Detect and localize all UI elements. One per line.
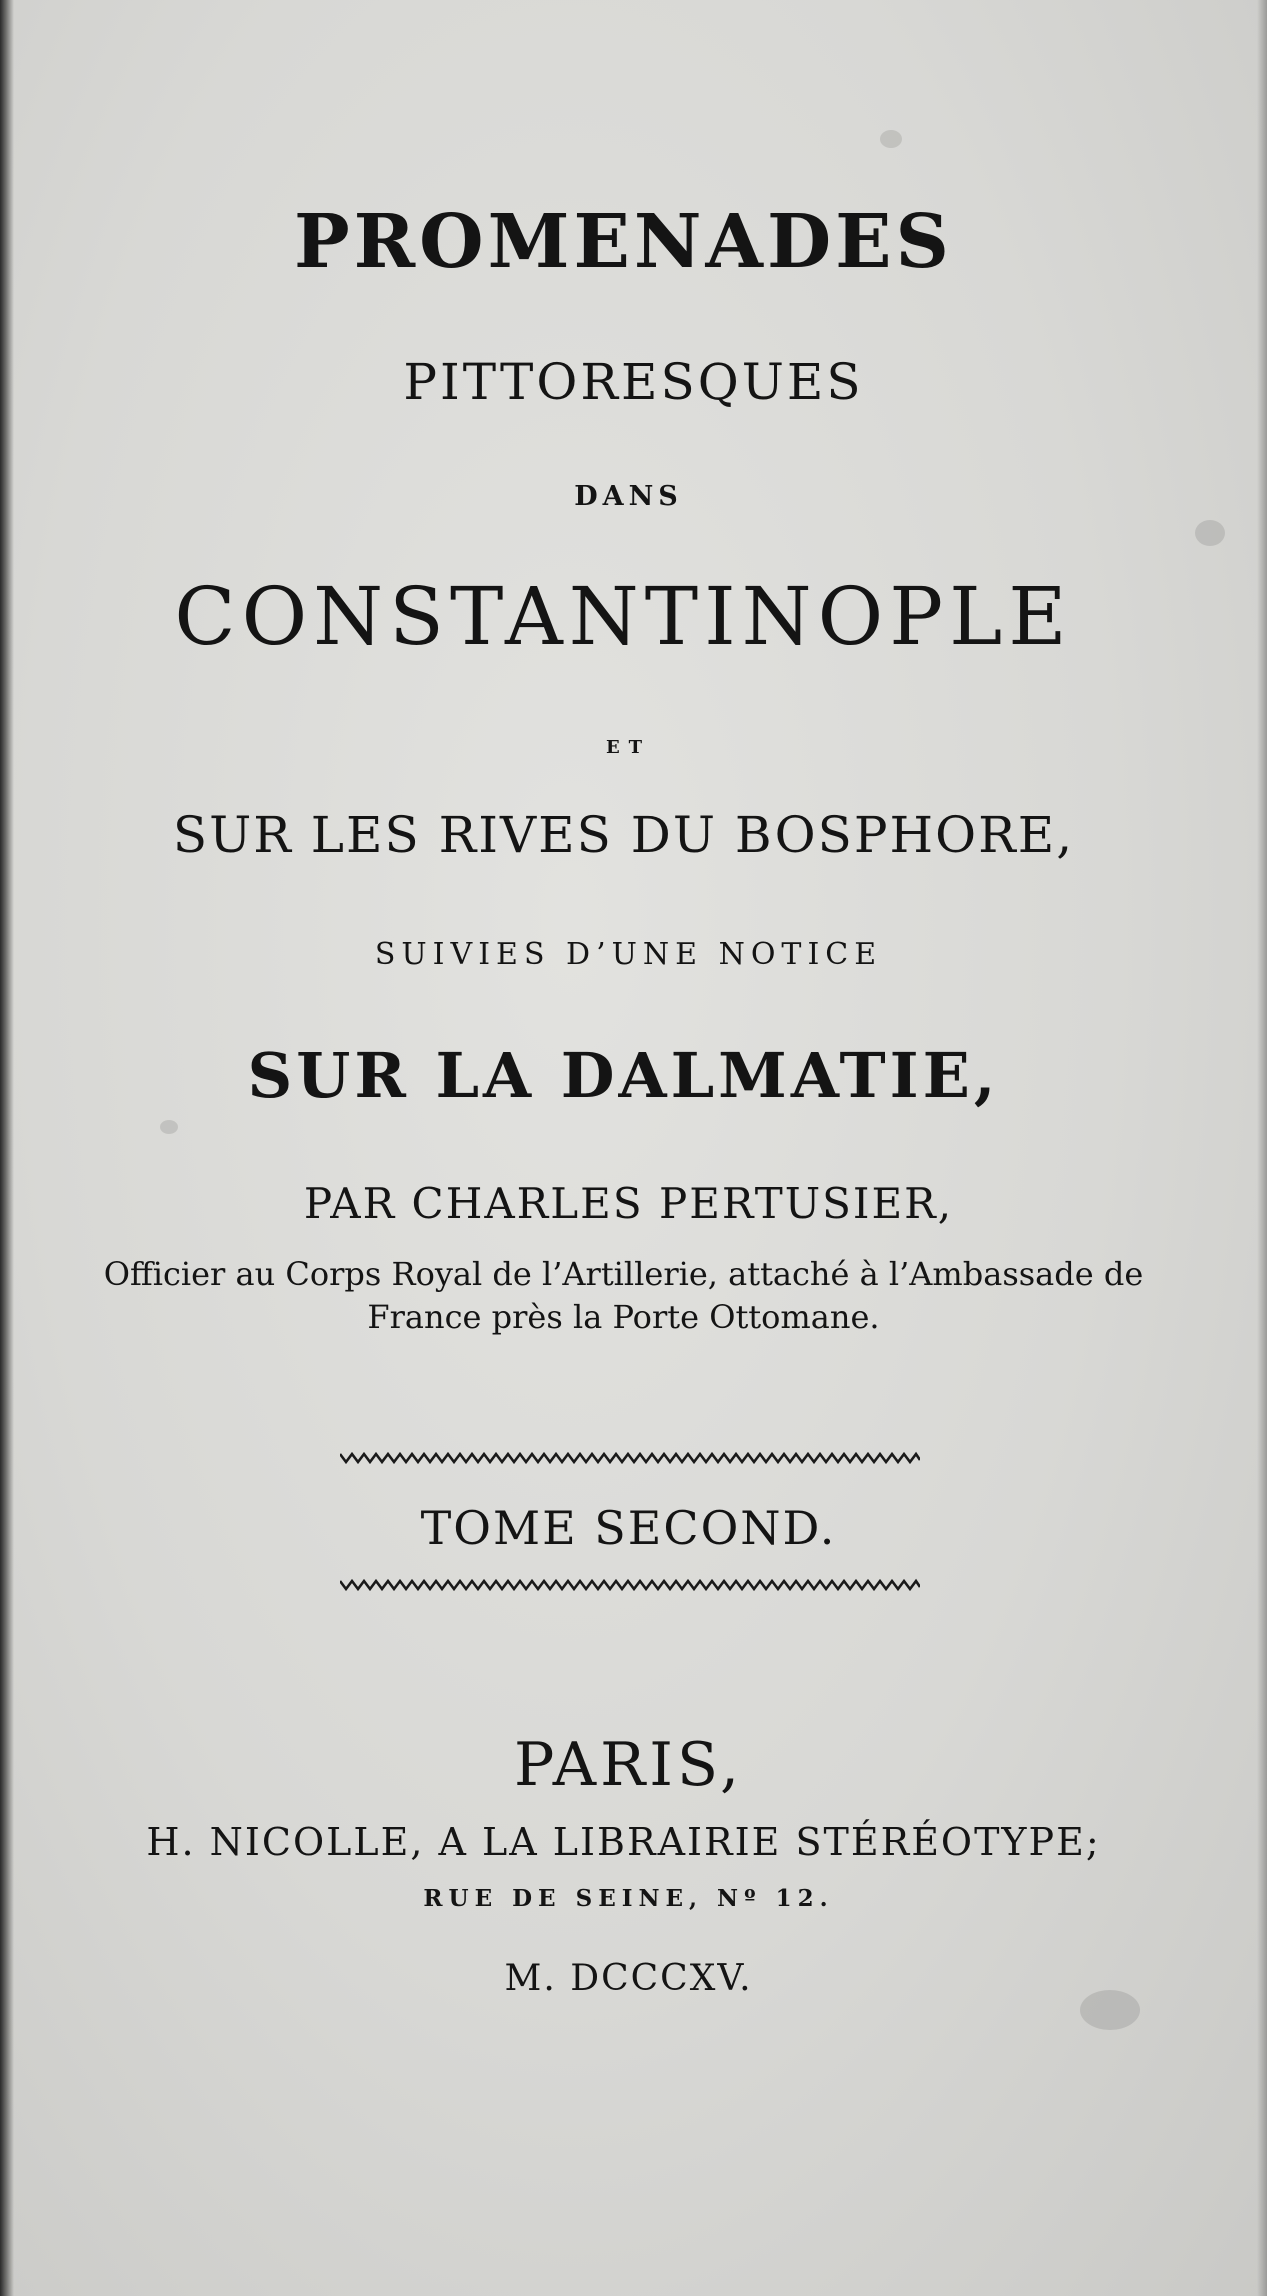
conjunction-et: ET: [605, 737, 652, 758]
imprint-city: PARIS,: [513, 1730, 744, 1800]
title-line-constantinople: CONSTANTINOPLE: [174, 570, 1073, 663]
imprint-address: RUE DE SEINE, Nº 12.: [423, 1885, 834, 1912]
page-edge-shadow-right: [1257, 0, 1267, 2296]
paper-foxing-spot: [160, 1120, 178, 1134]
page-edge-shadow-left: [0, 0, 14, 2296]
title-line-dans: DANS: [574, 481, 683, 512]
title-line-pittoresques: PITTORESQUES: [403, 353, 864, 411]
volume-line: TOME SECOND.: [420, 1501, 837, 1555]
imprint-publisher: H. NICOLLE, A LA LIBRAIRIE STÉRÉOTYPE;: [146, 1820, 1101, 1864]
author-affiliation-line-1: Officier au Corps Royal de l’Artillerie, attaché à l’Ambassade de: [103, 1255, 1144, 1293]
subtitle-notice: SUIVIES D’UNE NOTICE: [374, 937, 883, 972]
subtitle-dalmatie: SUR LA DALMATIE,: [247, 1039, 1000, 1112]
title-line-promenades: PROMENADES: [294, 199, 953, 285]
paper-foxing-spot: [1195, 520, 1225, 546]
author-affiliation-line-2: France près la Porte Ottomane.: [367, 1298, 880, 1336]
subtitle-bosphore: SUR LES RIVES DU BOSPHORE,: [172, 806, 1075, 864]
paper-foxing-spot: [880, 130, 902, 148]
ornamental-rule-top: [340, 1451, 920, 1465]
ornamental-rule-bottom: [340, 1578, 920, 1592]
imprint-year: M. DCCCXV.: [504, 1958, 753, 1999]
author-line: PAR CHARLES PERTUSIER,: [303, 1179, 954, 1228]
